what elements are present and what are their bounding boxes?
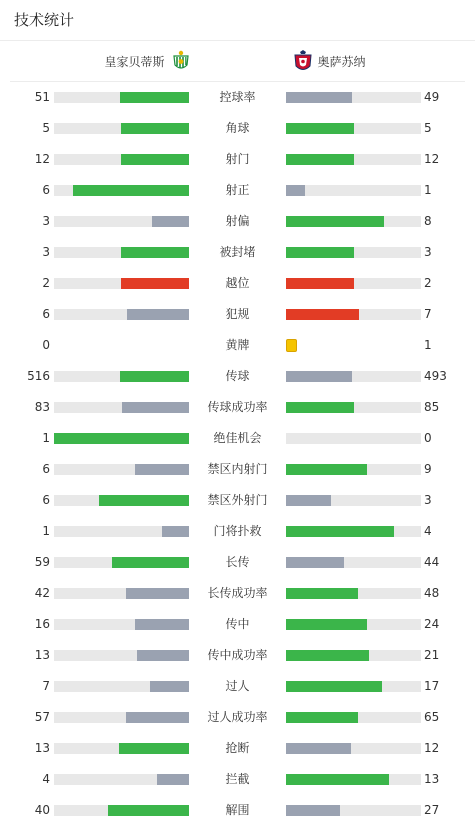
home-bar-track <box>54 371 189 382</box>
home-value: 4 <box>42 772 50 786</box>
away-bar-track <box>286 92 421 103</box>
away-bar-fill <box>286 402 354 413</box>
away-bar-track <box>286 619 421 630</box>
stat-label: 射正 <box>225 183 250 197</box>
home-value: 5 <box>42 121 50 135</box>
stat-label: 抢断 <box>225 741 250 755</box>
stat-label: 禁区内射门 <box>207 462 268 476</box>
stats-list <box>0 82 475 826</box>
home-value: 1 <box>42 524 50 538</box>
stat-row <box>0 144 475 175</box>
home-value: 6 <box>42 307 50 321</box>
away-value: 44 <box>424 555 440 569</box>
real-betis-crest-icon <box>171 50 191 72</box>
away-value: 9 <box>424 462 432 476</box>
home-bar-track <box>54 216 189 227</box>
stat-label: 过人成功率 <box>207 710 268 724</box>
away-value: 0 <box>424 431 432 445</box>
home-bar-track <box>54 154 189 165</box>
home-bar-fill <box>137 650 189 661</box>
stat-label: 传中 <box>225 617 250 631</box>
home-value: 40 <box>34 803 50 817</box>
home-bar-fill <box>135 619 189 630</box>
away-bar-fill <box>286 619 367 630</box>
stat-row <box>0 578 475 609</box>
stat-label: 越位 <box>225 276 250 290</box>
stat-label: 被封堵 <box>219 245 256 259</box>
away-bar-fill <box>286 216 384 227</box>
home-value: 16 <box>34 617 50 631</box>
away-bar-fill <box>286 650 369 661</box>
home-bar-track <box>54 712 189 723</box>
away-bar-track <box>286 526 421 537</box>
away-value: 65 <box>424 710 440 724</box>
home-value: 6 <box>42 493 50 507</box>
away-value: 48 <box>424 586 440 600</box>
stat-row <box>0 361 475 392</box>
away-bar-fill <box>286 309 359 320</box>
stat-row <box>0 330 475 361</box>
home-bar-track <box>54 774 189 785</box>
stat-label: 射门 <box>225 152 250 166</box>
home-value: 516 <box>27 369 50 383</box>
away-bar-fill <box>286 774 389 785</box>
away-bar-track <box>286 123 421 134</box>
away-value: 13 <box>424 772 440 786</box>
away-bar-fill <box>286 557 344 568</box>
stat-row <box>0 82 475 113</box>
away-bar-fill <box>286 247 354 258</box>
home-bar-fill <box>121 154 189 165</box>
home-value: 57 <box>34 710 50 724</box>
home-bar-track <box>54 619 189 630</box>
away-bar-track <box>286 278 421 289</box>
home-bar-fill <box>150 681 189 692</box>
away-bar-track <box>286 309 421 320</box>
home-bar-fill <box>120 92 189 103</box>
home-bar-track <box>54 433 189 444</box>
home-team[interactable] <box>104 41 190 81</box>
home-value: 12 <box>34 152 50 166</box>
away-bar-track <box>286 743 421 754</box>
stat-label: 角球 <box>225 121 250 135</box>
stat-row <box>0 547 475 578</box>
osasuna-crest-icon <box>293 49 313 73</box>
home-value: 6 <box>42 462 50 476</box>
stat-row <box>0 454 475 485</box>
home-bar-fill <box>152 216 189 227</box>
home-value: 13 <box>34 741 50 755</box>
home-bar-fill <box>73 185 189 196</box>
away-value: 12 <box>424 152 440 166</box>
away-value: 2 <box>424 276 432 290</box>
stat-label: 长传 <box>225 555 250 569</box>
home-bar-track <box>54 681 189 692</box>
stat-row <box>0 392 475 423</box>
away-value: 3 <box>424 245 432 259</box>
away-value: 8 <box>424 214 432 228</box>
away-bar-fill <box>286 743 351 754</box>
home-bar-fill <box>162 526 189 537</box>
stat-row <box>0 423 475 454</box>
stat-label: 门将扑救 <box>213 524 262 538</box>
stat-label: 过人 <box>225 679 250 693</box>
away-bar-track <box>286 402 421 413</box>
away-bar-track <box>286 712 421 723</box>
home-bar-fill <box>122 402 189 413</box>
home-value: 42 <box>34 586 50 600</box>
away-bar-fill <box>286 588 358 599</box>
home-value: 7 <box>42 679 50 693</box>
stat-label: 犯规 <box>225 307 250 321</box>
home-bar-track <box>54 247 189 258</box>
away-bar-fill <box>286 92 352 103</box>
stat-label: 拦截 <box>225 772 250 786</box>
home-bar-track <box>54 402 189 413</box>
away-value: 1 <box>424 338 432 352</box>
home-bar-fill <box>99 495 189 506</box>
away-bar-fill <box>286 495 331 506</box>
stat-row <box>0 609 475 640</box>
home-bar-fill <box>127 309 189 320</box>
home-value: 6 <box>42 183 50 197</box>
away-bar-track <box>286 371 421 382</box>
away-value: 21 <box>424 648 440 662</box>
home-value: 83 <box>34 400 50 414</box>
stat-label: 射偏 <box>225 214 250 228</box>
stat-label: 传球 <box>225 369 250 383</box>
away-bar-fill <box>286 526 394 537</box>
away-value: 5 <box>424 121 432 135</box>
away-value: 85 <box>424 400 440 414</box>
home-bar-track <box>54 650 189 661</box>
home-value: 0 <box>42 338 50 352</box>
away-value: 1 <box>424 183 432 197</box>
away-bar-track <box>286 185 421 196</box>
home-value: 3 <box>42 245 50 259</box>
away-bar-track <box>286 247 421 258</box>
home-bar-track <box>54 464 189 475</box>
away-bar-track <box>286 774 421 785</box>
stat-row <box>0 299 475 330</box>
home-bar-fill <box>121 123 189 134</box>
page-title: 技术统计 <box>0 0 475 41</box>
away-value: 24 <box>424 617 440 631</box>
home-bar-track <box>54 278 189 289</box>
home-value: 1 <box>42 431 50 445</box>
stat-row <box>0 733 475 764</box>
home-bar-fill <box>126 712 189 723</box>
home-value: 2 <box>42 276 50 290</box>
away-bar-track <box>286 681 421 692</box>
away-bar-track <box>286 650 421 661</box>
stat-row <box>0 175 475 206</box>
away-value: 27 <box>424 803 440 817</box>
home-bar-fill <box>157 774 189 785</box>
stat-row <box>0 237 475 268</box>
away-bar-track <box>286 464 421 475</box>
home-team-name: 皇家贝蒂斯 <box>104 54 165 69</box>
stat-label: 控球率 <box>219 90 256 104</box>
home-value: 59 <box>34 555 50 569</box>
away-value: 4 <box>424 524 432 538</box>
home-bar-fill <box>119 743 189 754</box>
stat-row <box>0 795 475 826</box>
away-bar-track <box>286 154 421 165</box>
stat-label: 传中成功率 <box>207 648 268 662</box>
away-bar-track <box>286 433 421 444</box>
home-bar-fill <box>135 464 189 475</box>
stat-row <box>0 702 475 733</box>
home-bar-track <box>54 495 189 506</box>
away-value: 12 <box>424 741 440 755</box>
stat-label: 解围 <box>225 803 250 817</box>
yellow-card-icon <box>286 339 297 352</box>
home-bar-track <box>54 588 189 599</box>
away-bar-track <box>286 588 421 599</box>
home-bar-track <box>54 805 189 816</box>
home-bar-track <box>54 743 189 754</box>
stat-row <box>0 764 475 795</box>
home-value: 51 <box>34 90 50 104</box>
away-bar-fill <box>286 805 340 816</box>
stat-row <box>0 268 475 299</box>
away-bar-track <box>286 495 421 506</box>
away-bar-fill <box>286 681 382 692</box>
home-bar-fill <box>121 278 189 289</box>
stat-label: 传球成功率 <box>207 400 268 414</box>
home-bar-track <box>54 185 189 196</box>
away-value: 7 <box>424 307 432 321</box>
stat-row <box>0 113 475 144</box>
stat-row <box>0 206 475 237</box>
stat-label: 长传成功率 <box>207 586 268 600</box>
away-bar-fill <box>286 712 358 723</box>
home-bar-fill <box>120 371 189 382</box>
stat-row <box>0 516 475 547</box>
away-bar-fill <box>286 185 305 196</box>
home-bar-track <box>54 309 189 320</box>
stat-row <box>0 640 475 671</box>
away-bar-fill <box>286 371 352 382</box>
away-bar-fill <box>286 154 354 165</box>
home-bar-track <box>54 92 189 103</box>
away-bar-fill <box>286 278 354 289</box>
home-bar-track <box>54 526 189 537</box>
away-value: 49 <box>424 90 440 104</box>
away-bar-fill <box>286 464 367 475</box>
home-bar-track <box>54 557 189 568</box>
away-bar-track <box>286 557 421 568</box>
away-value: 493 <box>424 369 447 383</box>
stat-label: 禁区外射门 <box>207 493 268 507</box>
away-value: 3 <box>424 493 432 507</box>
away-team[interactable] <box>293 41 366 81</box>
stat-label: 黄牌 <box>225 338 250 352</box>
home-bar-fill <box>121 247 189 258</box>
away-bar-track <box>286 216 421 227</box>
away-value: 17 <box>424 679 440 693</box>
home-bar-fill <box>126 588 189 599</box>
stat-row <box>0 671 475 702</box>
away-team-name: 奥萨苏纳 <box>317 54 366 69</box>
home-value: 3 <box>42 214 50 228</box>
teams-header <box>10 41 465 82</box>
home-bar-fill <box>112 557 189 568</box>
home-bar-fill <box>108 805 189 816</box>
home-bar-fill <box>54 433 189 444</box>
home-bar-track <box>54 123 189 134</box>
stat-label: 绝佳机会 <box>213 431 262 445</box>
away-bar-fill <box>286 123 354 134</box>
stat-row <box>0 485 475 516</box>
home-value: 13 <box>34 648 50 662</box>
away-bar-track <box>286 805 421 816</box>
